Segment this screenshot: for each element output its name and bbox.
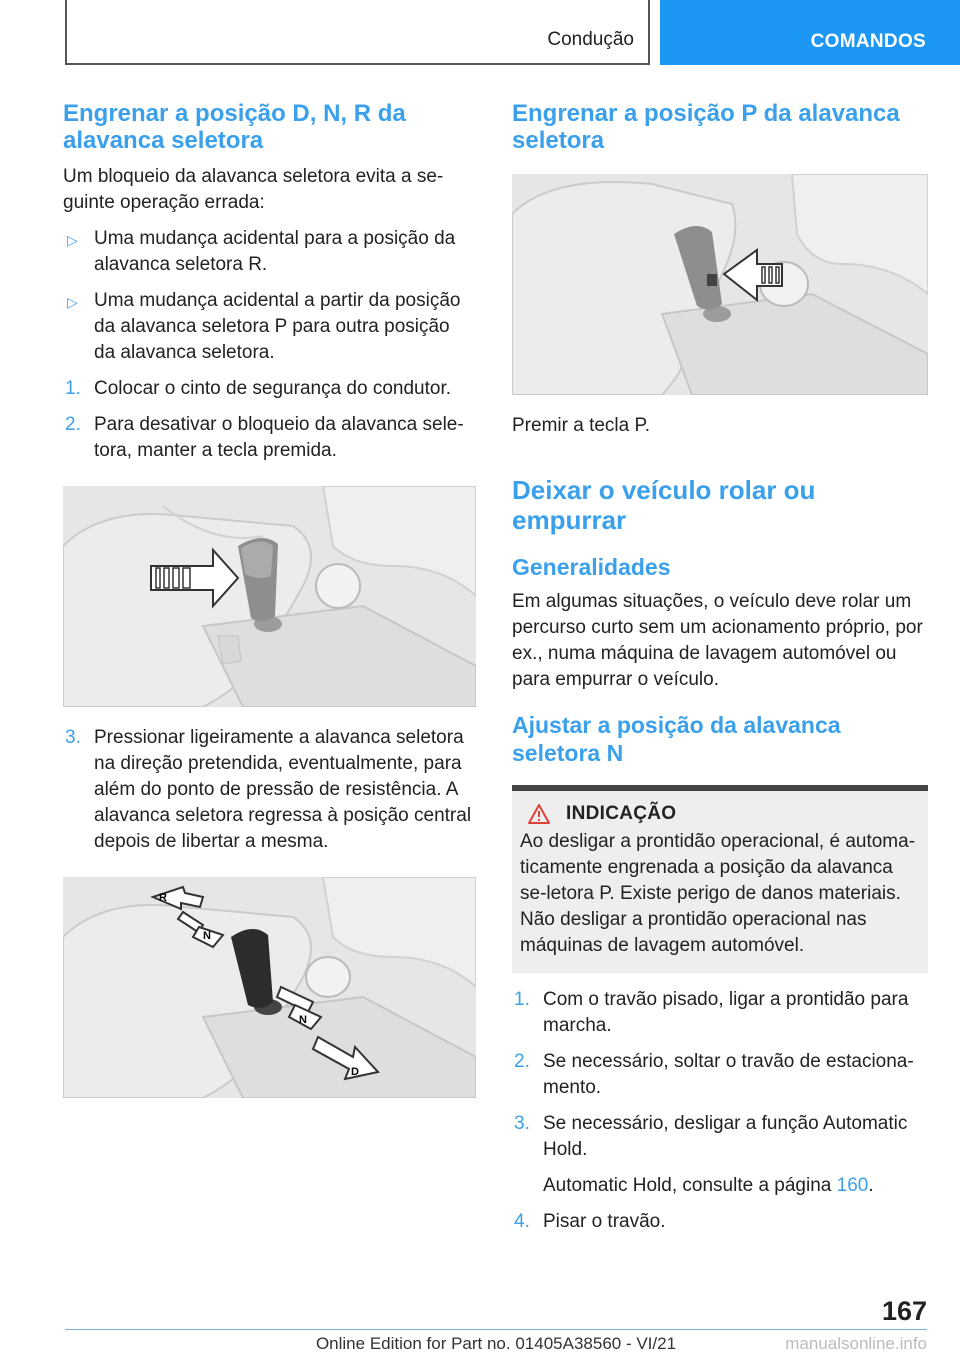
step-text: Para desativar o bloqueio da alavanca sele-tora, manter a tecla premida. [94,414,464,461]
page-link[interactable]: 160 [836,1175,869,1196]
step-text: Colocar o cinto de segurança do condutor. [94,378,452,399]
step-number: 3. [65,727,81,748]
page-number: 167 [881,1296,927,1326]
bullet-triangle-icon: ▷ [67,232,78,248]
right-column [512,100,928,1245]
cross-reference-text: Automatic Hold, consulte a página [543,1175,837,1196]
step-text: Se necessário, soltar o travão de estaciona-mento. [543,1051,914,1098]
fig-label-d: D [351,1066,359,1078]
step-item [512,987,928,1039]
bullet-item [63,226,476,278]
header-section-title: Condução [547,29,634,50]
step-item [512,1111,928,1163]
footer-divider [65,1329,927,1330]
notice-box [512,785,928,973]
step-item [512,1049,928,1101]
bullet-triangle-icon: ▷ [67,294,78,310]
step-number: 2. [65,414,81,435]
fig-label-n2: N [299,1014,307,1026]
step-text: Pressionar ligeiramente a alavanca seletora na direção pretendida, eventualmente, para além do ponto de pressão de resistência. A alavanca seletora regressa à posição central depois de libertar a mesma. [94,727,472,852]
adjust-n-title: Ajustar a posição da alavanca seletora N [512,712,841,766]
step-item [63,376,476,402]
gear-selector-illustration-p [512,174,928,395]
step-item [512,1209,928,1235]
header-chapter-tab [660,0,960,65]
notice-text: Ao desligar a prontidão operacional, é automa-ticamente engrenada a posição da alavanca se-letora P. Existe perigo de danos materiais. Não desligar a prontidão operacional nas máquinas de lavagem automóvel. [520,831,916,956]
cross-reference [512,1173,928,1199]
left-intro: Um bloqueio da alavanca seletora evita a se-guinte operação errada: [63,166,444,213]
step-number: 1. [65,378,81,399]
header-chapter-label: COMANDOS [810,31,926,52]
bullet-item [63,288,476,366]
notice-header [520,803,920,825]
step-item [63,412,476,464]
notice-title: INDICAÇÃO [566,803,677,824]
general-text: Em algumas situações, o veículo deve rolar um percurso curto sem um acionamento próprio, por ex., numa máquina de lavagem automóvel ou para empurrar o veículo. [512,591,923,690]
footer-edition: Online Edition for Part no. 01405A38560 - VI/21 [315,1334,677,1353]
right-heading: Engrenar a posição P da alavanca seletora [512,100,900,154]
watermark: manualsonline.info [785,1334,927,1353]
step-number: 2. [514,1051,530,1072]
bullet-text: Uma mudança acidental a partir da posição da alavanca seletora P para outra posição da alavanca seletora. [94,290,461,363]
gear-selector-illustration-2 [63,877,476,1098]
step-number: 4. [514,1211,530,1232]
step-text: Com o travão pisado, ligar a prontidão para marcha. [543,989,909,1036]
bullet-text: Uma mudança acidental para a posição da alavanca seletora R. [94,228,456,275]
rolling-section-title: Deixar o veículo rolar ou empurrar [512,475,816,535]
step-number: 1. [514,989,530,1010]
warning-triangle-icon [528,804,550,824]
step-number: 3. [514,1113,530,1134]
header-section-box [65,0,650,65]
left-column [63,100,476,1116]
cross-reference-end: . [868,1175,874,1196]
step-text: Se necessário, desligar a função Automatic Hold. [543,1113,908,1160]
general-subtitle: Generalidades [512,554,671,580]
fig-label-r: R [159,892,167,904]
gear-selector-illustration-1 [63,486,476,707]
left-heading: Engrenar a posição D, N, R da alavanca seletora [63,100,406,154]
step-item [63,725,476,855]
p-caption: Premir a tecla P. [512,415,650,436]
step-text: Pisar o travão. [543,1211,666,1232]
fig-label-n1: N [203,930,211,942]
